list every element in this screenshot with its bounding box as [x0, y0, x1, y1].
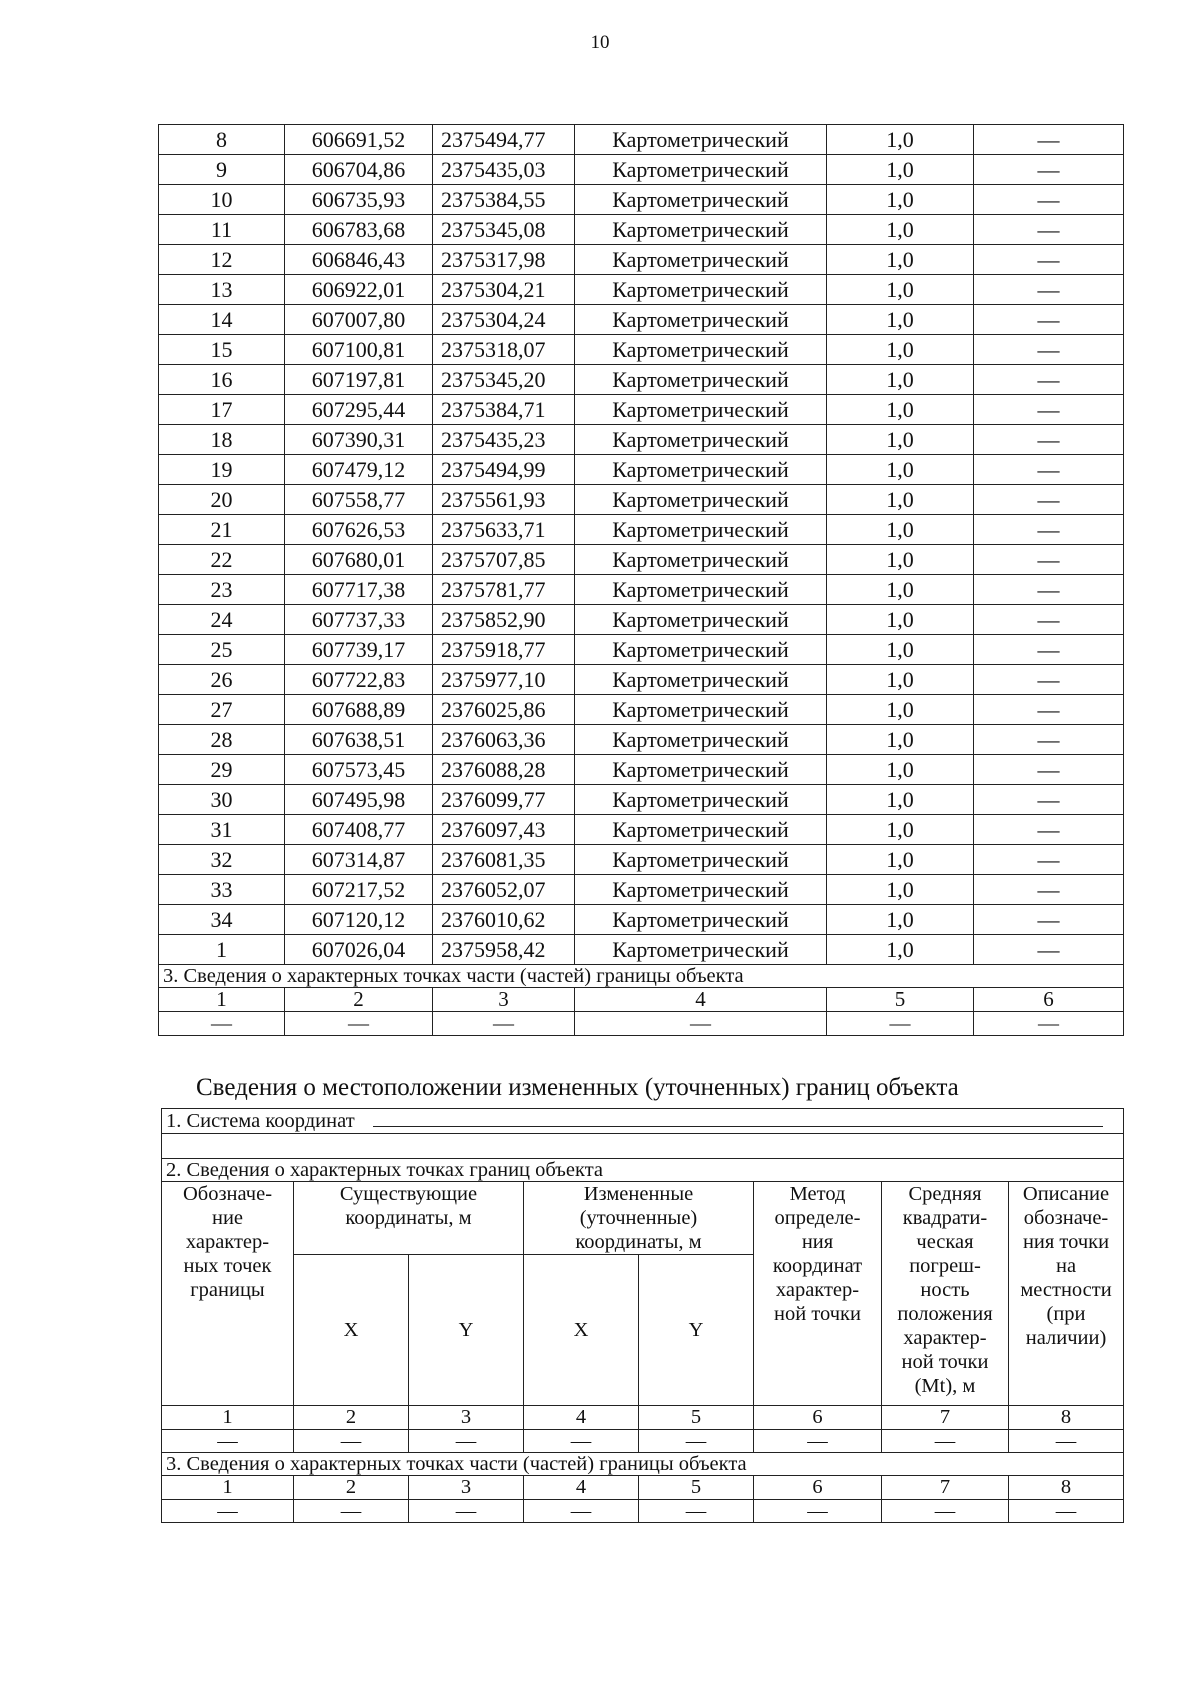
- section3-dash: —: [827, 1012, 974, 1036]
- cell-coord-x: 607100,81: [285, 335, 433, 365]
- cell-method: Картометрический: [575, 905, 827, 935]
- section3-dash: —: [433, 1012, 575, 1036]
- cell-coord-y: 2375318,07: [433, 335, 575, 365]
- cell-point-number: 30: [159, 785, 285, 815]
- header-existing-x: X: [294, 1255, 409, 1406]
- cell-mean-error: 1,0: [827, 485, 974, 515]
- section3-col-number: 8: [1009, 1476, 1124, 1500]
- section2-title-row: [162, 1159, 1124, 1182]
- cell-method: Картометрический: [575, 725, 827, 755]
- section3-dash-row-2: [162, 1500, 1124, 1523]
- cell-mean-error: 1,0: [827, 785, 974, 815]
- cell-point-number: 13: [159, 275, 285, 305]
- header-method: Метод определе- ния координат характер- ной точки: [754, 1182, 882, 1406]
- cell-coord-x: 607217,52: [285, 875, 433, 905]
- cell-mean-error: 1,0: [827, 395, 974, 425]
- cell-coord-x: 606846,43: [285, 245, 433, 275]
- cell-coord-y: 2375977,10: [433, 665, 575, 695]
- header-changed-x: X: [524, 1255, 639, 1406]
- column-number: 7: [882, 1406, 1009, 1430]
- cell-description: —: [974, 515, 1124, 545]
- cell-coord-y: 2376052,07: [433, 875, 575, 905]
- cell-coord-x: 607688,89: [285, 695, 433, 725]
- cell-coord-x: 606704,86: [285, 155, 433, 185]
- section3-title-row-2: [162, 1453, 1124, 1476]
- section3-dash: —: [1009, 1500, 1124, 1523]
- table-row: [159, 935, 1124, 965]
- table-row: [159, 905, 1124, 935]
- cell-coord-y: 2375494,99: [433, 455, 575, 485]
- section3-number-row-2: [162, 1476, 1124, 1500]
- cell-description: —: [974, 815, 1124, 845]
- column-number: 8: [1009, 1406, 1124, 1430]
- cell-description: —: [974, 155, 1124, 185]
- cell-coord-x: 607573,45: [285, 755, 433, 785]
- coord-system-row: [162, 1109, 1124, 1134]
- section3-col-number: 6: [974, 988, 1124, 1012]
- cell-coord-x: 607626,53: [285, 515, 433, 545]
- cell-mean-error: 1,0: [827, 515, 974, 545]
- cell-mean-error: 1,0: [827, 455, 974, 485]
- cell-point-number: 16: [159, 365, 285, 395]
- cell-point-number: 29: [159, 755, 285, 785]
- section3-number-row: [159, 988, 1124, 1012]
- cell-method: Картометрический: [575, 605, 827, 635]
- table-row: [159, 245, 1124, 275]
- cell-point-number: 31: [159, 815, 285, 845]
- cell-mean-error: 1,0: [827, 935, 974, 965]
- header-existing-coords: Существующие координаты, м: [294, 1182, 524, 1255]
- section3-dash: —: [575, 1012, 827, 1036]
- cell-method: Картометрический: [575, 515, 827, 545]
- cell-coord-y: 2376025,86: [433, 695, 575, 725]
- cell-point-number: 33: [159, 875, 285, 905]
- header-existing-y: Y: [409, 1255, 524, 1406]
- dash-cell: —: [524, 1430, 639, 1453]
- cell-method: Картометрический: [575, 845, 827, 875]
- cell-coord-x: 606691,52: [285, 125, 433, 155]
- cell-point-number: 34: [159, 905, 285, 935]
- cell-coord-x: 606783,68: [285, 215, 433, 245]
- cell-description: —: [974, 125, 1124, 155]
- cell-description: —: [974, 665, 1124, 695]
- cell-method: Картометрический: [575, 245, 827, 275]
- section3-col-number: 3: [433, 988, 575, 1012]
- cell-description: —: [974, 635, 1124, 665]
- cell-point-number: 15: [159, 335, 285, 365]
- cell-method: Картометрический: [575, 815, 827, 845]
- section3-col-number: 3: [409, 1476, 524, 1500]
- section3-dash: —: [974, 1012, 1124, 1036]
- section3-col-number: 1: [159, 988, 285, 1012]
- cell-point-number: 12: [159, 245, 285, 275]
- section3-dash: —: [409, 1500, 524, 1523]
- column-number: 4: [524, 1406, 639, 1430]
- cell-description: —: [974, 275, 1124, 305]
- cell-mean-error: 1,0: [827, 245, 974, 275]
- dash-cell: —: [882, 1430, 1009, 1453]
- table-row: [159, 665, 1124, 695]
- header-changed-coords: Измененные (уточненные) координаты, м: [524, 1182, 754, 1255]
- table-row: [159, 275, 1124, 305]
- table-row: [159, 215, 1124, 245]
- cell-point-number: 19: [159, 455, 285, 485]
- changed-boundaries-table: [161, 1108, 1124, 1523]
- cell-mean-error: 1,0: [827, 755, 974, 785]
- cell-coord-y: 2375384,71: [433, 395, 575, 425]
- cell-coord-y: 2376088,28: [433, 755, 575, 785]
- cell-coord-x: 607717,38: [285, 575, 433, 605]
- cell-mean-error: 1,0: [827, 425, 974, 455]
- cell-description: —: [974, 485, 1124, 515]
- cell-coord-x: 607120,12: [285, 905, 433, 935]
- cell-point-number: 21: [159, 515, 285, 545]
- cell-coord-y: 2376081,35: [433, 845, 575, 875]
- cell-point-number: 9: [159, 155, 285, 185]
- section3-col-number: 4: [524, 1476, 639, 1500]
- table-row: [159, 425, 1124, 455]
- dash-cell: —: [1009, 1430, 1124, 1453]
- cell-coord-y: 2375317,98: [433, 245, 575, 275]
- section3-title: 3. Сведения о характерных точках части (частей) границы объекта: [159, 965, 1124, 988]
- cell-coord-x: 607390,31: [285, 425, 433, 455]
- cell-mean-error: 1,0: [827, 635, 974, 665]
- table-row: [159, 875, 1124, 905]
- table-row: [159, 395, 1124, 425]
- cell-coord-y: 2375345,08: [433, 215, 575, 245]
- section3-dash: —: [882, 1500, 1009, 1523]
- dash-cell: —: [639, 1430, 754, 1453]
- cell-description: —: [974, 245, 1124, 275]
- cell-method: Картометрический: [575, 275, 827, 305]
- cell-coord-x: 607638,51: [285, 725, 433, 755]
- coord-system-blank-line: [373, 1112, 1103, 1127]
- column-number: 1: [162, 1406, 294, 1430]
- section2-title: 2. Сведения о характерных точках границ объекта: [162, 1159, 1124, 1182]
- cell-mean-error: 1,0: [827, 725, 974, 755]
- table-row: [159, 725, 1124, 755]
- cell-point-number: 10: [159, 185, 285, 215]
- cell-description: —: [974, 725, 1124, 755]
- dash-cell: —: [409, 1430, 524, 1453]
- table-row: [159, 785, 1124, 815]
- table-row: [159, 455, 1124, 485]
- section3-col-number: 7: [882, 1476, 1009, 1500]
- cell-method: Картометрический: [575, 485, 827, 515]
- cell-coord-x: 607314,87: [285, 845, 433, 875]
- section3-col-number: 2: [285, 988, 433, 1012]
- cell-description: —: [974, 395, 1124, 425]
- cell-mean-error: 1,0: [827, 125, 974, 155]
- cell-description: —: [974, 875, 1124, 905]
- section3-col-number: 6: [754, 1476, 882, 1500]
- cell-coord-y: 2375958,42: [433, 935, 575, 965]
- cell-coord-y: 2375345,20: [433, 365, 575, 395]
- cell-mean-error: 1,0: [827, 335, 974, 365]
- cell-coord-y: 2375384,55: [433, 185, 575, 215]
- cell-description: —: [974, 425, 1124, 455]
- cell-coord-y: 2375435,23: [433, 425, 575, 455]
- cell-method: Картометрический: [575, 125, 827, 155]
- cell-description: —: [974, 185, 1124, 215]
- dash-row: [162, 1430, 1124, 1453]
- cell-coord-y: 2375633,71: [433, 515, 575, 545]
- cell-method: Картометрический: [575, 215, 827, 245]
- section3-col-number: 2: [294, 1476, 409, 1500]
- cell-mean-error: 1,0: [827, 875, 974, 905]
- cell-method: Картометрический: [575, 425, 827, 455]
- cell-point-number: 26: [159, 665, 285, 695]
- cell-description: —: [974, 335, 1124, 365]
- column-number: 5: [639, 1406, 754, 1430]
- cell-point-number: 11: [159, 215, 285, 245]
- section3-col-number: 4: [575, 988, 827, 1012]
- boundary-points-body: [159, 125, 1124, 965]
- cell-method: Картометрический: [575, 785, 827, 815]
- cell-coord-x: 607737,33: [285, 605, 433, 635]
- column-number: 2: [294, 1406, 409, 1430]
- cell-method: Картометрический: [575, 575, 827, 605]
- cell-mean-error: 1,0: [827, 275, 974, 305]
- section3-col-number: 1: [162, 1476, 294, 1500]
- cell-mean-error: 1,0: [827, 605, 974, 635]
- table-row: [159, 485, 1124, 515]
- section3-dash: —: [754, 1500, 882, 1523]
- cell-coord-x: 607295,44: [285, 395, 433, 425]
- cell-method: Картометрический: [575, 455, 827, 485]
- cell-point-number: 18: [159, 425, 285, 455]
- coord-system-blank-row: [162, 1134, 1124, 1159]
- cell-method: Картометрический: [575, 155, 827, 185]
- table-row: [159, 335, 1124, 365]
- cell-coord-x: 607680,01: [285, 545, 433, 575]
- column-number-row: [162, 1406, 1124, 1430]
- cell-coord-y: 2375918,77: [433, 635, 575, 665]
- coord-system-label: 1. Система координат: [166, 1109, 355, 1132]
- section3-dash: —: [162, 1500, 294, 1523]
- cell-coord-y: 2376010,62: [433, 905, 575, 935]
- cell-method: Картометрический: [575, 635, 827, 665]
- cell-mean-error: 1,0: [827, 665, 974, 695]
- table-row: [159, 365, 1124, 395]
- section3-dash: —: [285, 1012, 433, 1036]
- table-row: [159, 605, 1124, 635]
- cell-description: —: [974, 365, 1124, 395]
- cell-point-number: 28: [159, 725, 285, 755]
- cell-description: —: [974, 545, 1124, 575]
- section3-title-2: 3. Сведения о характерных точках части (частей) границы объекта: [162, 1453, 1124, 1476]
- cell-method: Картометрический: [575, 335, 827, 365]
- cell-coord-y: 2375304,21: [433, 275, 575, 305]
- cell-coord-x: 607739,17: [285, 635, 433, 665]
- cell-coord-y: 2375435,03: [433, 155, 575, 185]
- dash-cell: —: [754, 1430, 882, 1453]
- header-point-designation: Обозначе- ние характер- ных точек границы: [162, 1182, 294, 1406]
- cell-method: Картометрический: [575, 365, 827, 395]
- cell-method: Картометрический: [575, 935, 827, 965]
- section3-dash: —: [639, 1500, 754, 1523]
- column-number: 6: [754, 1406, 882, 1430]
- cell-description: —: [974, 575, 1124, 605]
- cell-point-number: 17: [159, 395, 285, 425]
- cell-method: Картометрический: [575, 185, 827, 215]
- table-row: [159, 845, 1124, 875]
- section3-dash: —: [159, 1012, 285, 1036]
- table-row: [159, 305, 1124, 335]
- cell-description: —: [974, 905, 1124, 935]
- dash-cell: —: [294, 1430, 409, 1453]
- cell-method: Картометрический: [575, 395, 827, 425]
- cell-coord-x: 607722,83: [285, 665, 433, 695]
- cell-point-number: 20: [159, 485, 285, 515]
- cell-coord-y: 2375304,24: [433, 305, 575, 335]
- cell-point-number: 23: [159, 575, 285, 605]
- cell-mean-error: 1,0: [827, 545, 974, 575]
- cell-mean-error: 1,0: [827, 815, 974, 845]
- cell-point-number: 14: [159, 305, 285, 335]
- table-row: [159, 185, 1124, 215]
- cell-method: Картометрический: [575, 305, 827, 335]
- cell-mean-error: 1,0: [827, 365, 974, 395]
- cell-coord-x: 607007,80: [285, 305, 433, 335]
- cell-coord-x: 606735,93: [285, 185, 433, 215]
- cell-coord-x: 607495,98: [285, 785, 433, 815]
- table-row: [159, 155, 1124, 185]
- cell-description: —: [974, 455, 1124, 485]
- cell-coord-y: 2375852,90: [433, 605, 575, 635]
- section3-dash: —: [524, 1500, 639, 1523]
- cell-mean-error: 1,0: [827, 575, 974, 605]
- cell-coord-y: 2376099,77: [433, 785, 575, 815]
- cell-coord-x: 607479,12: [285, 455, 433, 485]
- section3-title-row: [159, 965, 1124, 988]
- cell-coord-y: 2375494,77: [433, 125, 575, 155]
- cell-coord-x: 607558,77: [285, 485, 433, 515]
- table-row: [159, 695, 1124, 725]
- cell-mean-error: 1,0: [827, 185, 974, 215]
- cell-method: Картометрический: [575, 875, 827, 905]
- cell-mean-error: 1,0: [827, 905, 974, 935]
- cell-mean-error: 1,0: [827, 845, 974, 875]
- cell-method: Картометрический: [575, 695, 827, 725]
- cell-description: —: [974, 215, 1124, 245]
- cell-coord-x: 607408,77: [285, 815, 433, 845]
- cell-mean-error: 1,0: [827, 305, 974, 335]
- cell-description: —: [974, 695, 1124, 725]
- page-number: 10: [590, 32, 610, 53]
- cell-point-number: 1: [159, 935, 285, 965]
- cell-point-number: 25: [159, 635, 285, 665]
- table-row: [159, 575, 1124, 605]
- cell-description: —: [974, 785, 1124, 815]
- header-description: Описание обозначе- ния точки на местности (при наличии): [1009, 1182, 1124, 1406]
- cell-coord-x: 607197,81: [285, 365, 433, 395]
- section3-dash: —: [294, 1500, 409, 1523]
- section3-col-number: 5: [639, 1476, 754, 1500]
- cell-coord-y: 2375707,85: [433, 545, 575, 575]
- cell-coord-y: 2375561,93: [433, 485, 575, 515]
- section3-col-number: 5: [827, 988, 974, 1012]
- cell-coord-x: 606922,01: [285, 275, 433, 305]
- cell-point-number: 27: [159, 695, 285, 725]
- cell-mean-error: 1,0: [827, 695, 974, 725]
- table-row: [159, 635, 1124, 665]
- cell-method: Картометрический: [575, 665, 827, 695]
- header-mean-error: Средняя квадрати- ческая погреш- ность положения характер- ной точки (Mt), м: [882, 1182, 1009, 1406]
- section3-dash-row: [159, 1012, 1124, 1036]
- header-row-top: [162, 1182, 1124, 1255]
- table-row: [159, 125, 1124, 155]
- cell-point-number: 22: [159, 545, 285, 575]
- cell-description: —: [974, 755, 1124, 785]
- changed-boundaries-heading: Сведения о местоположении измененных (уточненных) границ объекта: [196, 1074, 959, 1101]
- cell-method: Картометрический: [575, 755, 827, 785]
- header-changed-y: Y: [639, 1255, 754, 1406]
- table-row: [159, 815, 1124, 845]
- dash-cell: —: [162, 1430, 294, 1453]
- table-row: [159, 545, 1124, 575]
- boundary-points-table: [158, 124, 1124, 1036]
- cell-point-number: 32: [159, 845, 285, 875]
- cell-description: —: [974, 845, 1124, 875]
- cell-coord-y: 2375781,77: [433, 575, 575, 605]
- cell-mean-error: 1,0: [827, 215, 974, 245]
- table-row: [159, 755, 1124, 785]
- cell-description: —: [974, 305, 1124, 335]
- cell-coord-y: 2376063,36: [433, 725, 575, 755]
- cell-coord-x: 607026,04: [285, 935, 433, 965]
- column-number: 3: [409, 1406, 524, 1430]
- cell-description: —: [974, 605, 1124, 635]
- table-row: [159, 515, 1124, 545]
- cell-mean-error: 1,0: [827, 155, 974, 185]
- cell-description: —: [974, 935, 1124, 965]
- cell-coord-y: 2376097,43: [433, 815, 575, 845]
- cell-method: Картометрический: [575, 545, 827, 575]
- cell-point-number: 8: [159, 125, 285, 155]
- cell-point-number: 24: [159, 605, 285, 635]
